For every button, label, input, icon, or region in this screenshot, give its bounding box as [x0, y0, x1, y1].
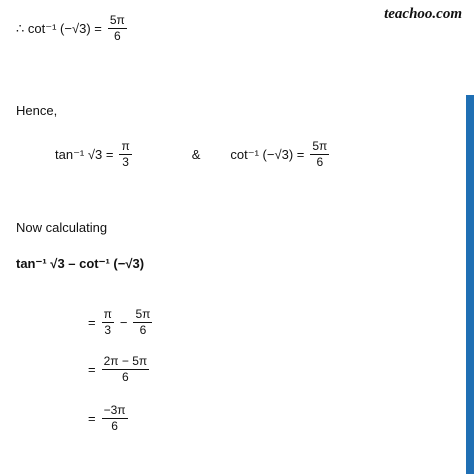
work-step-1	[88, 308, 154, 336]
step3-fraction	[102, 404, 128, 432]
work-step-2	[88, 355, 151, 383]
fraction-numerator: 5π	[109, 13, 125, 27]
teachoo-logo: teachoo.com	[384, 6, 462, 22]
ampersand: &	[191, 146, 201, 162]
fraction-denominator: 6	[122, 369, 129, 384]
fraction-numerator: −3π	[103, 403, 126, 417]
equals-sign: =	[88, 410, 96, 426]
result-cot-line	[16, 14, 129, 42]
cot-fraction	[310, 140, 329, 168]
step1-fraction-1	[102, 308, 114, 336]
result-cot-lhs: ∴ cot⁻¹ (−√3) =	[16, 20, 102, 36]
fraction-denominator: 6	[316, 154, 324, 169]
fraction-numerator: 5π	[135, 307, 151, 321]
fraction-numerator: π	[121, 139, 130, 153]
fraction-numerator: 2π − 5π	[103, 354, 148, 368]
cot-lhs: cot⁻¹ (−√3) =	[230, 146, 305, 162]
fraction-denominator: 3	[104, 322, 112, 337]
step1-fraction-2	[133, 308, 152, 336]
expression-text: tan⁻¹ √3 – cot⁻¹ (−√3)	[16, 256, 145, 271]
tan-lhs: tan⁻¹ √3 =	[55, 146, 114, 162]
fraction-numerator: 5π	[312, 139, 328, 153]
scrollbar-thumb[interactable]	[466, 95, 474, 474]
fraction-denominator: 6	[139, 322, 147, 337]
equals-sign: =	[88, 361, 96, 377]
step2-fraction	[102, 355, 150, 383]
equals-sign: =	[88, 314, 96, 330]
hence-label: Hence,	[16, 103, 58, 118]
summary-line	[55, 140, 331, 168]
fraction-denominator: 3	[122, 154, 129, 169]
now-calculating-label: Now calculating	[16, 220, 108, 235]
tan-fraction	[119, 140, 131, 168]
result-cot-fraction	[108, 14, 127, 42]
work-step-3	[88, 404, 130, 432]
fraction-numerator: π	[103, 307, 112, 321]
expression-heading	[16, 257, 144, 270]
hence-text	[16, 104, 57, 117]
now-calculating-text	[16, 221, 107, 234]
minus-sign: −	[119, 314, 128, 330]
fraction-denominator: 6	[111, 418, 118, 433]
fraction-denominator: 6	[113, 28, 121, 43]
